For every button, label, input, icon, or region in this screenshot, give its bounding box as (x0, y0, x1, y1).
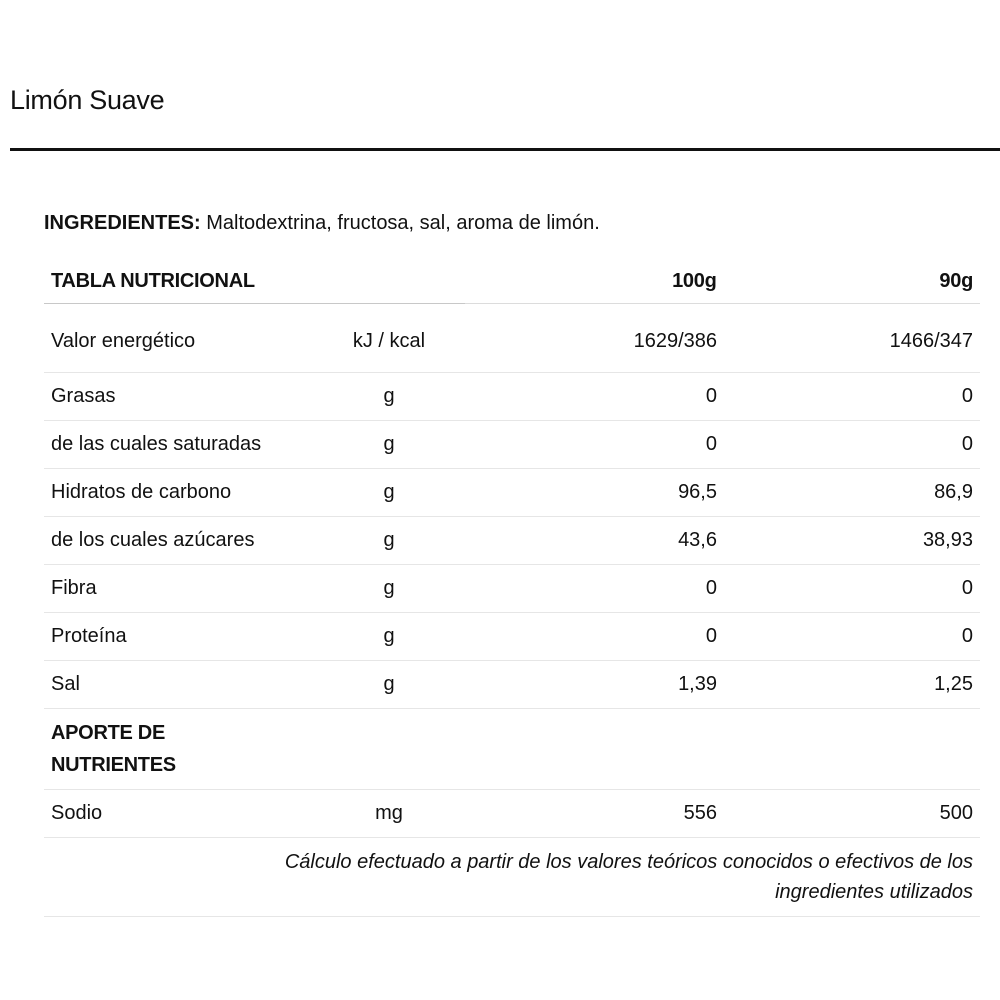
table-row (44, 790, 980, 838)
nutrient-unit: g (314, 469, 464, 517)
column-header-100g: 100g (464, 259, 724, 304)
table-row (44, 304, 980, 373)
nutrient-unit: kJ / kcal (314, 304, 464, 373)
nutrient-unit: g (314, 517, 464, 565)
nutrient-unit: g (314, 661, 464, 709)
section-header-row (44, 709, 980, 790)
nutrient-name: de los cuales azúcares (44, 517, 314, 565)
value-per-90g: 0 (724, 421, 980, 469)
footnote-line1: Cálculo efectuado a partir de los valores teóricos conocidos o efectivos de los (284, 851, 973, 873)
nutrient-name: Grasas (44, 373, 314, 421)
nutrient-name: Proteína (44, 613, 314, 661)
table-row (44, 517, 980, 565)
value-per-90g: 0 (724, 373, 980, 421)
title-divider (10, 148, 1000, 151)
ingredients-text: Maltodextrina, fructosa, sal, aroma de limón. (200, 212, 600, 234)
value-per-90g: 0 (724, 565, 980, 613)
column-header-90g: 90g (724, 259, 980, 304)
nutrient-unit: mg (314, 790, 464, 838)
value-per-100g: 1629/386 (464, 304, 724, 373)
nutrient-name: Sodio (44, 790, 314, 838)
value-per-100g: 556 (464, 790, 724, 838)
value-per-100g: 96,5 (464, 469, 724, 517)
ingredients-label: INGREDIENTES: (44, 212, 201, 234)
table-row (44, 469, 980, 517)
value-per-100g: 0 (464, 613, 724, 661)
table-row (44, 661, 980, 709)
nutrient-name: Sal (44, 661, 314, 709)
value-per-90g: 500 (724, 790, 980, 838)
value-per-100g: 43,6 (464, 517, 724, 565)
calculation-footnote (44, 838, 980, 917)
nutrient-name: Valor energético (44, 304, 314, 373)
value-per-90g: 1466/347 (724, 304, 980, 373)
nutrient-unit: g (314, 613, 464, 661)
header-unit-spacer (314, 259, 464, 304)
value-per-100g: 0 (464, 565, 724, 613)
table-row (44, 373, 980, 421)
nutrient-unit: g (314, 373, 464, 421)
value-per-90g: 1,25 (724, 661, 980, 709)
table-title: TABLA NUTRICIONAL (44, 259, 314, 304)
table-row (44, 613, 980, 661)
nutrition-table (44, 259, 980, 917)
section-title-line2: NUTRIENTES (51, 754, 176, 776)
nutrient-name: Fibra (44, 565, 314, 613)
value-per-100g: 0 (464, 421, 724, 469)
value-per-90g: 0 (724, 613, 980, 661)
value-per-90g: 38,93 (724, 517, 980, 565)
nutrient-unit: g (314, 421, 464, 469)
section-title-line1: APORTE DE (51, 722, 165, 744)
table-row (44, 565, 980, 613)
product-title: Limón Suave (10, 85, 165, 115)
footnote-row (44, 838, 980, 917)
table-header-row (44, 259, 980, 304)
nutrient-name: de las cuales saturadas (44, 421, 314, 469)
nutrient-unit: g (314, 565, 464, 613)
value-per-100g: 1,39 (464, 661, 724, 709)
table-row (44, 421, 980, 469)
section-title (44, 709, 980, 790)
footnote-line2: ingredientes utilizados (775, 881, 973, 903)
nutrient-name: Hidratos de carbono (44, 469, 314, 517)
ingredients-line (44, 208, 600, 238)
value-per-90g: 86,9 (724, 469, 980, 517)
value-per-100g: 0 (464, 373, 724, 421)
